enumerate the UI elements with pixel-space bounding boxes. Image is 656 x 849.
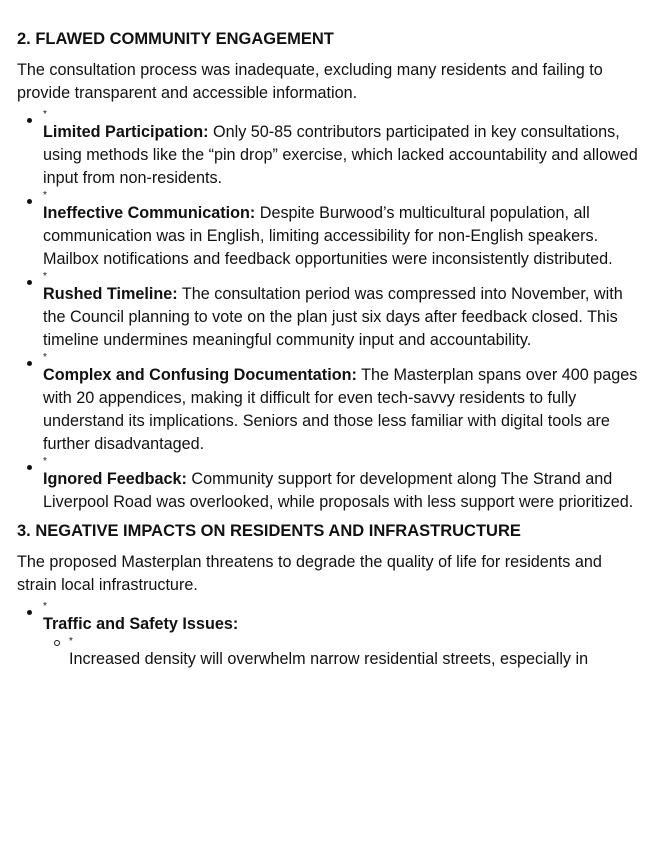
item-body: Only 50-85 contributors participated in key consultations, using methods like the “pin drop” exercise, which lacked accountability and allowed input from non-residents. [43,123,638,187]
list-item [43,352,640,456]
item-label: Traffic and Safety Issues: [43,615,239,633]
item-label: Ineffective Communication: [43,204,256,222]
item-body: The Masterplan spans over 400 pages with 20 appendices, making it difficult for even tech-savvy residents to fully understand its implications. Seniors and those less familiar with digital tools are further disadvantaged. [43,366,638,453]
item-marker: * [43,190,47,201]
item-label: Complex and Confusing Documentation: [43,366,357,384]
section-heading: 2. FLAWED COMMUNITY ENGAGEMENT [17,30,334,48]
sub-list [43,636,640,671]
item-label: Rushed Timeline: [43,285,178,303]
list-item [43,190,640,271]
sub-item-marker: * [69,636,73,647]
item-body: Community support for development along The Strand and Liverpool Road was overlooked, while proposals with less support were prioritized. [43,470,634,511]
item-marker: * [43,456,47,467]
list-item [43,601,640,671]
item-text [43,613,640,636]
item-marker: * [43,109,47,120]
item-label: Limited Participation: [43,123,209,141]
section-heading: 3. NEGATIVE IMPACTS ON RESIDENTS AND INFRASTRUCTURE [17,522,521,540]
item-marker: * [43,352,47,363]
item-label: Ignored Feedback: [43,470,187,488]
list-item [43,109,640,190]
section-intro: The proposed Masterplan threatens to degrade the quality of life for residents and strain local infrastructure. [17,553,602,594]
list-item [43,456,640,514]
section-intro: The consultation process was inadequate, excluding many residents and failing to provide transparent and accessible information. [17,61,603,102]
sub-list-item [69,636,640,671]
item-marker: * [43,271,47,282]
list-item [43,271,640,352]
item-body: Despite Burwood’s multicultural population, all communication was in English, limiting accessibility for non-English speakers. Mailbox notifications and feedback opportunities were inconsistently distributed. [43,204,613,268]
item-text [43,202,640,271]
item-text [43,364,640,456]
item-text [43,468,640,514]
bullet-list [17,601,640,671]
item-text [43,121,640,190]
item-marker: * [43,601,47,612]
item-body: The consultation period was compressed into November, with the Council planning to vote on the plan just six days after feedback closed. This timeline undermines meaningful community input and accountability. [43,285,623,349]
sub-item-text: Increased density will overwhelm narrow residential streets, especially in [69,650,589,668]
bullet-list [17,109,640,514]
item-text [43,283,640,352]
